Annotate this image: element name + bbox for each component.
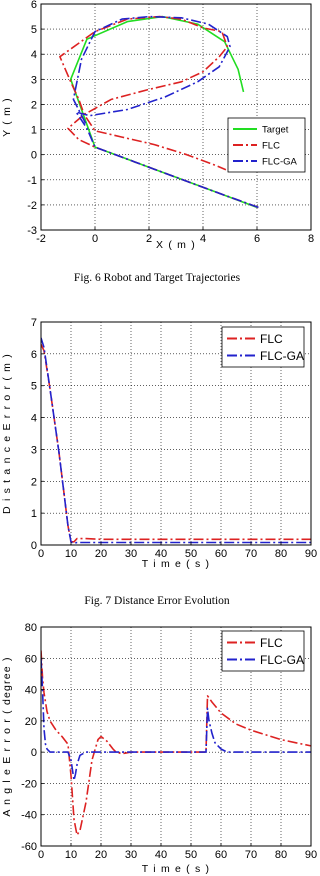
x-tick-label: 60 [214, 548, 228, 560]
y-tick-label: 4 [30, 49, 37, 62]
x-tick-label: 2 [145, 233, 153, 245]
y-tick-label: 1 [30, 508, 37, 521]
x-axis-label: T i m e ( s ) [141, 558, 211, 570]
figure-6-caption: Fig. 6 Robot and Target Trajectories [73, 272, 241, 284]
x-tick-label: -2 [36, 233, 46, 245]
y-tick-label: -1 [27, 174, 37, 187]
x-axis-label: X ( m ) [156, 239, 196, 251]
x-tick-label: 50 [184, 849, 198, 861]
y-tick-label: 0 [30, 149, 37, 162]
y-axis-label: A n g l e E r r o r ( degree ) [1, 656, 13, 817]
y-tick-label: 1 [30, 124, 37, 137]
legend-label-flc: FLC [260, 331, 283, 346]
y-tick-label: 4 [30, 412, 37, 425]
y-tick-label: 20 [24, 715, 37, 728]
x-tick-label: 60 [214, 849, 228, 861]
trajectory-chart [1, 0, 314, 251]
x-tick-label: 70 [244, 849, 258, 861]
legend-label-target: Target [262, 124, 289, 136]
x-tick-label: 10 [64, 548, 78, 560]
x-tick-label: 40 [154, 548, 168, 560]
x-tick-label: 20 [94, 548, 108, 560]
y-tick-label: 5 [30, 24, 37, 37]
x-tick-label: 30 [124, 849, 138, 861]
x-tick-label: 70 [244, 548, 258, 560]
y-tick-label: -60 [21, 841, 37, 853]
legend-label-flc-ga: FLC-GA [260, 348, 305, 363]
legend-label-flc: FLC [262, 140, 280, 152]
legend-label-flc-ga: FLC-GA [260, 652, 305, 667]
y-tick-label: 3 [30, 74, 37, 87]
y-axis-label: D i s t a n c e E r r o r ( m ) [1, 353, 13, 514]
x-tick-label: 80 [274, 548, 288, 560]
y-tick-label: 7 [30, 317, 37, 329]
x-tick-label: 50 [184, 548, 198, 560]
y-tick-label: 6 [30, 0, 37, 11]
y-tick-label: 3 [30, 444, 37, 457]
y-tick-label: -20 [21, 778, 37, 791]
y-tick-label: -2 [27, 199, 37, 212]
legend-label-flc: FLC [260, 635, 283, 650]
x-tick-label: 20 [94, 849, 108, 861]
x-tick-label: 6 [253, 233, 261, 245]
angle-error-chart [1, 622, 317, 875]
x-tick-label: 30 [124, 548, 138, 560]
x-tick-label: 40 [154, 849, 168, 861]
y-tick-label: -3 [27, 225, 37, 237]
legend [222, 631, 304, 671]
x-tick-label: 0 [37, 548, 45, 560]
x-tick-label: 4 [199, 233, 207, 245]
legend-label-flc-ga: FLC-GA [262, 156, 297, 168]
x-tick-label: 10 [64, 849, 78, 861]
legend [228, 118, 305, 172]
x-tick-label: 90 [304, 849, 318, 861]
y-tick-label: 0 [30, 747, 37, 760]
legend [222, 327, 304, 367]
x-axis-label: T i m e ( s ) [141, 863, 211, 875]
x-tick-label: 0 [37, 849, 45, 861]
figure-7-caption: Fig. 7 Distance Error Evolution [84, 595, 230, 607]
y-tick-label: -40 [21, 809, 37, 822]
y-tick-label: 2 [30, 476, 37, 489]
y-tick-label: 80 [24, 622, 37, 634]
y-tick-label: 60 [24, 653, 37, 666]
y-axis-label: Y ( m ) [1, 97, 13, 137]
y-tick-label: 2 [30, 99, 37, 112]
x-tick-label: 90 [304, 548, 318, 560]
x-tick-label: 0 [91, 233, 99, 245]
y-tick-label: 0 [30, 540, 37, 552]
x-tick-label: 8 [307, 233, 315, 245]
y-tick-label: 6 [30, 348, 37, 361]
y-tick-label: 40 [24, 684, 37, 697]
distance-error-chart [1, 317, 317, 570]
x-tick-label: 80 [274, 849, 288, 861]
y-tick-label: 5 [30, 380, 37, 393]
